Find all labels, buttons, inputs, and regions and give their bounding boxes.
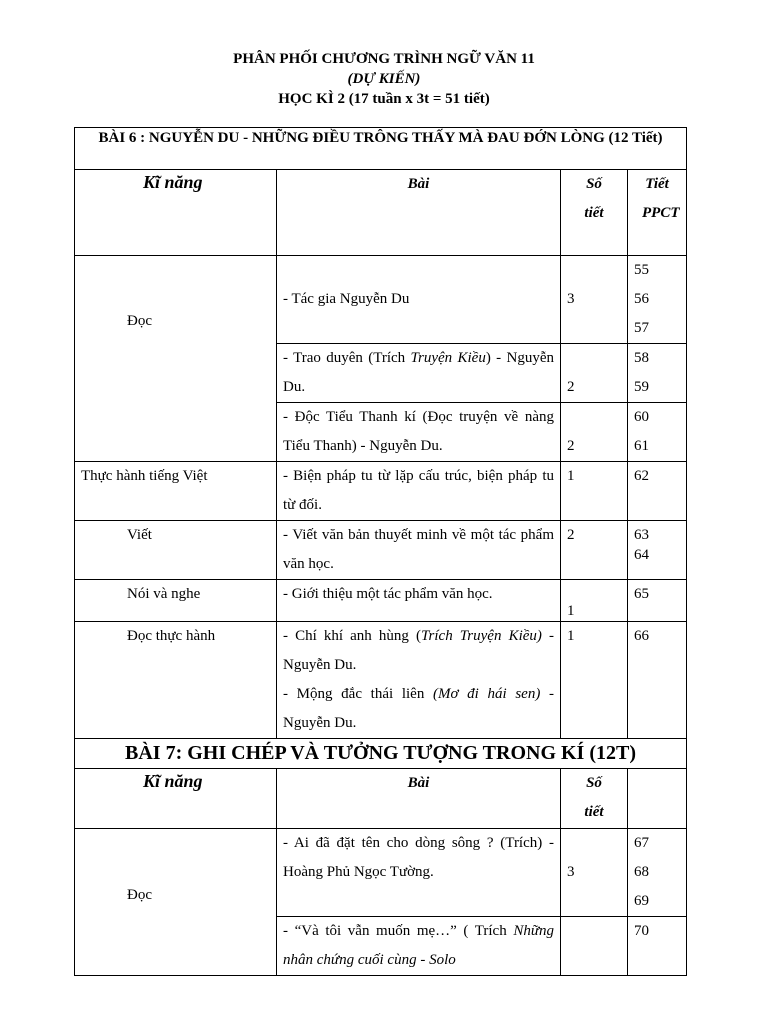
table-row [75,829,687,917]
ppct-cell: 60 61 [628,403,687,462]
col-header-skill: Kĩ năng [75,769,277,829]
table-row [75,622,687,739]
count-cell: 2 [561,521,628,580]
doc-subtitle: (DỰ KIẾN) [347,71,421,87]
ppct-cell: 65 [628,580,687,622]
section-header-row [75,128,687,170]
skill-cell: Nói và nghe [75,580,277,622]
column-header-row [75,769,687,829]
col-header-count: Số tiết [561,769,628,829]
lesson-cell: - Chí khí anh hùng (Trích Truyện Kiều) - Nguyễn Du. - Mộng đắc thái liên (Mơ đi hái sen) - Nguyễn Du. [277,622,561,739]
count-cell: 3 [561,256,628,344]
skill-cell: Viết [75,521,277,580]
count-cell [561,917,628,976]
section-title-bai7: BÀI 7: GHI CHÉP VÀ TƯỞNG TƯỢNG TRONG KÍ (12T) [75,739,687,769]
lesson-cell: - “Và tôi vẫn muốn mẹ…” ( Trích Những nhân chứng cuối cùng - Solo [277,917,561,976]
count-cell: 3 [561,829,628,917]
col-header-empty [628,769,687,829]
ppct-cell: 55 56 57 [628,256,687,344]
doc-title: PHÂN PHỐI CHƯƠNG TRÌNH NGỮ VĂN 11 [233,51,535,67]
count-cell: 2 [561,403,628,462]
table-row [75,580,687,622]
curriculum-table [74,127,687,976]
col-header-count: Số tiết [561,170,628,256]
ppct-cell: 58 59 [628,344,687,403]
doc-semester: HỌC KÌ 2 (17 tuần x 3t = 51 tiết) [278,91,490,107]
count-cell: 1 [561,462,628,521]
section-header-row [75,739,687,769]
lesson-cell: - Biện pháp tu từ lặp cấu trúc, biện pháp tu từ đối. [277,462,561,521]
skill-cell: Đọc thực hành [75,622,277,739]
ppct-cell: 62 [628,462,687,521]
skill-cell: Đọc [75,256,277,462]
table-row [75,256,687,344]
count-cell: 2 [561,344,628,403]
count-cell: 1 [561,580,628,622]
lesson-cell: - Giới thiệu một tác phẩm văn học. [277,580,561,622]
col-header-lesson: Bài [277,769,561,829]
col-header-ppct: Tiết PPCT [628,170,687,256]
skill-cell: Đọc [75,829,277,976]
lesson-cell: - Viết văn bản thuyết minh về một tác phẩm văn học. [277,521,561,580]
ppct-cell: 66 [628,622,687,739]
ppct-cell: 63 64 [628,521,687,580]
section-title-bai6: BÀI 6 : NGUYỄN DU - NHỮNG ĐIỀU TRÔNG THẤY MÀ ĐAU ĐỚN LÒNG (12 Tiết) [75,128,687,170]
table-row [75,521,687,580]
lesson-cell: - Tác gia Nguyễn Du [277,256,561,344]
lesson-cell: - Độc Tiểu Thanh kí (Đọc truyện về nàng Tiểu Thanh) - Nguyễn Du. [277,403,561,462]
lesson-cell: - Trao duyên (Trích Truyện Kiều) - Nguyễn Du. [277,344,561,403]
table-row [75,462,687,521]
ppct-cell: 70 [628,917,687,976]
skill-cell: Thực hành tiếng Việt [75,462,277,521]
lesson-cell: - Ai đã đặt tên cho dòng sông ? (Trích) - Hoàng Phủ Ngọc Tường. [277,829,561,917]
column-header-row [75,170,687,256]
count-cell: 1 [561,622,628,739]
ppct-cell: 67 68 69 [628,829,687,917]
col-header-skill: Kĩ năng [75,170,277,256]
col-header-lesson: Bài [277,170,561,256]
